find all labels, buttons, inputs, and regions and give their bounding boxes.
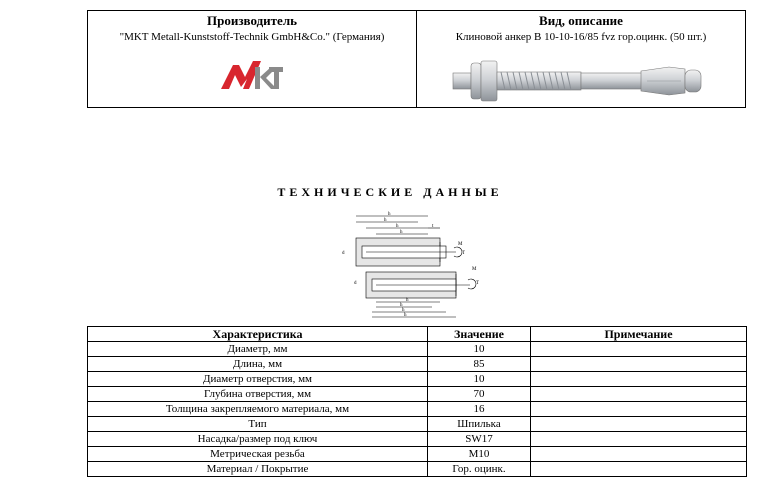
row-name: Толщина закрепляемого материала, мм	[88, 402, 428, 417]
header-note: Примечание	[531, 327, 747, 342]
row-value: 16	[428, 402, 531, 417]
dim-label-4: h	[400, 230, 403, 235]
dim-label-3: h	[396, 224, 399, 229]
description-text: Клиновой анкер B 10-10-16/85 fvz гор.оцинк. (50 шт.)	[455, 31, 707, 43]
row-note	[531, 447, 747, 462]
row-note	[531, 432, 747, 447]
row-name: Диаметр, мм	[88, 342, 428, 357]
mkt-logo	[221, 59, 283, 93]
table-row	[88, 447, 747, 462]
row-note	[531, 342, 747, 357]
row-name: Длина, мм	[88, 357, 428, 372]
row-name: Глубина отверстия, мм	[88, 387, 428, 402]
header-table	[87, 10, 746, 108]
row-value: 70	[428, 387, 531, 402]
dim-label-11: T	[476, 281, 480, 286]
table-row	[88, 432, 747, 447]
dim-label-15: h	[404, 313, 407, 318]
dim-label-6: d	[342, 251, 345, 256]
dim-label-1: h	[388, 212, 391, 217]
description-cell	[417, 11, 745, 107]
row-note	[531, 372, 747, 387]
table-row	[88, 417, 747, 432]
dim-label-9: d	[354, 281, 357, 286]
dim-label-14: h	[402, 308, 405, 313]
table-row	[88, 402, 747, 417]
description-title: Вид, описание	[539, 13, 623, 28]
dim-label-7: M	[458, 242, 463, 247]
row-value: M10	[428, 447, 531, 462]
table-row	[88, 462, 747, 477]
row-name: Диаметр отверстия, мм	[88, 372, 428, 387]
header-value: Значение	[428, 327, 531, 342]
dim-label-10: M	[472, 267, 477, 272]
spec-header-row	[88, 327, 747, 342]
dim-label-12: h	[406, 298, 409, 303]
dim-label-8: T	[462, 251, 466, 256]
row-value: SW17	[428, 432, 531, 447]
dim-label-5: t	[432, 224, 434, 229]
dim-label-13: h	[400, 303, 403, 308]
row-note	[531, 462, 747, 477]
wedge-anchor-image	[441, 53, 711, 105]
technical-drawing	[336, 208, 506, 324]
row-note	[531, 357, 747, 372]
manufacturer-title: Производитель	[206, 13, 297, 28]
row-value: 85	[428, 357, 531, 372]
row-name: Тип	[88, 417, 428, 432]
table-row	[88, 357, 747, 372]
row-name: Метрическая резьба	[88, 447, 428, 462]
manufacturer-cell	[88, 11, 417, 107]
row-value: Гор. оцинк.	[428, 462, 531, 477]
header-characteristic: Характеристика	[88, 327, 428, 342]
dim-label-2: h	[384, 218, 387, 223]
manufacturer-name: "MKT Metall-Kunststoff-Technik GmbH&Co." (Германия)	[119, 31, 385, 43]
row-note	[531, 417, 747, 432]
logo-text: MKT	[252, 92, 255, 93]
row-name: Насадка/размер под ключ	[88, 432, 428, 447]
table-row	[88, 372, 747, 387]
row-note	[531, 387, 747, 402]
row-value: 10	[428, 342, 531, 357]
row-value: Шпилька	[428, 417, 531, 432]
table-row	[88, 342, 747, 357]
spec-table	[87, 326, 747, 477]
table-row	[88, 387, 747, 402]
row-name: Материал / Покрытие	[88, 462, 428, 477]
row-value: 10	[428, 372, 531, 387]
section-title: ТЕХНИЧЕСКИЕ ДАННЫЕ	[277, 185, 503, 199]
row-note	[531, 402, 747, 417]
